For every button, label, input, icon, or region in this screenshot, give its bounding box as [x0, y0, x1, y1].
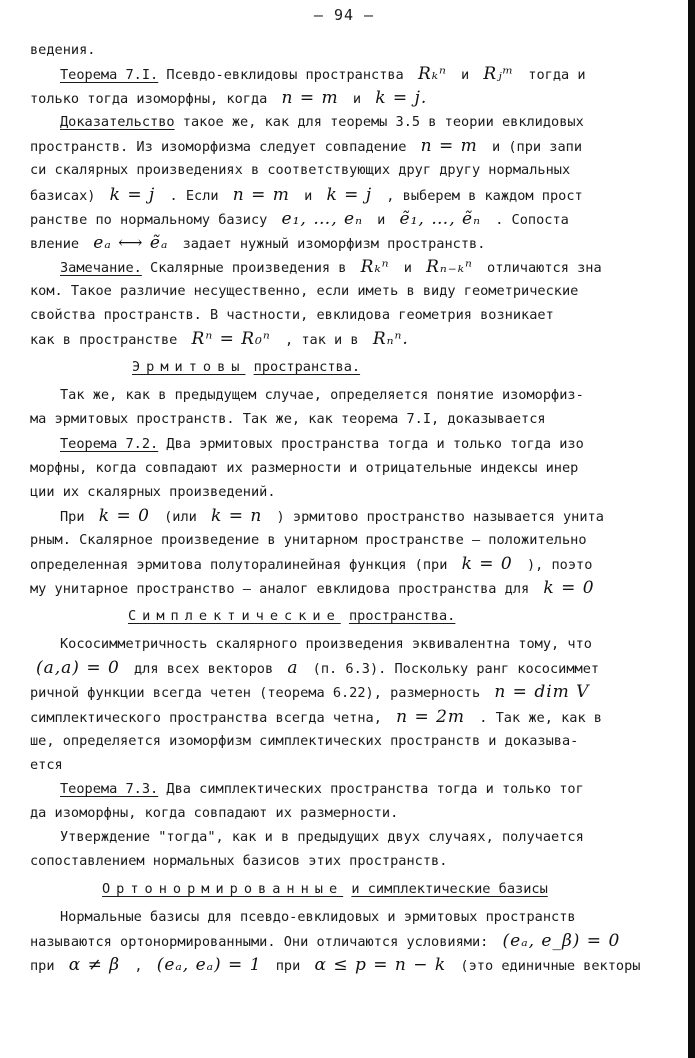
text: ), поэто [526, 556, 593, 573]
formula: e₁, …, eₙ [281, 208, 363, 229]
text: вление [30, 235, 80, 252]
text: , [134, 958, 143, 975]
text: При [60, 508, 85, 525]
formula: α ≠ β [68, 955, 121, 976]
text: и [304, 187, 313, 204]
text: отличаются зна [487, 259, 602, 276]
text: ше, определяется изоморфизм симплектических пространств и доказыва- [30, 732, 579, 749]
text-line [30, 183, 688, 207]
text: сопоставлением нормальных базисов этих пространств. [30, 853, 448, 870]
text: ции их скалярных произведений. [30, 483, 276, 500]
formula: k = j. [375, 88, 428, 109]
text: да изоморфны, когда совпадают их размерности. [30, 804, 399, 821]
text-line [30, 231, 688, 255]
text: морфны, когда совпадают их размерности и отрицательные индексы инер [30, 459, 579, 476]
page-number: – 94 – [313, 6, 375, 24]
text: Псевдо-евклидовы пространства [166, 67, 404, 84]
text: и [352, 91, 362, 108]
text: только тогда изоморфны, когда [30, 91, 268, 108]
text-line [30, 753, 688, 777]
text-line [30, 158, 688, 182]
text: ведения. [30, 42, 96, 58]
text-line [30, 953, 688, 977]
formula: k = 0 [543, 578, 595, 599]
theorem-label: Теорема 7.3. [60, 780, 159, 797]
text-line [30, 576, 688, 600]
text: Два симплектических пространства тогда и только тог [166, 780, 584, 797]
section-heading-bases [30, 877, 688, 901]
text-line [30, 62, 688, 86]
text: си скалярных произведениях в соответствующих друг другу нормальных [30, 162, 571, 179]
text: как в пространстве [30, 332, 178, 349]
formula: k = j [109, 184, 156, 205]
text-line [30, 632, 688, 656]
text-line [30, 383, 688, 407]
formula: a [287, 658, 299, 679]
text: (п. 6.3). Поскольку ранг кососиммет [312, 661, 600, 678]
text-line [30, 255, 688, 279]
heading-word: пространства. [348, 608, 456, 625]
text: рным. Скалярное произведение в унитарном пространстве – положительно [30, 531, 587, 548]
text: пространств. Из изоморфизма следует совпадение [30, 139, 407, 156]
text: , выберем в каждом прост [386, 187, 583, 204]
formula: (a,a) = 0 [36, 658, 120, 679]
formula: Rₖⁿ [417, 64, 447, 85]
text: тогда и [528, 67, 586, 84]
text-line [30, 929, 688, 953]
text-line [30, 134, 688, 158]
text: ется [30, 756, 63, 773]
text-line [30, 905, 688, 929]
text: и [377, 211, 386, 228]
formula: k = n [211, 505, 263, 526]
text-line [30, 729, 688, 753]
text-line [30, 327, 688, 351]
formula: Rⱼᵐ [483, 64, 515, 85]
text: и (при запи [491, 139, 583, 156]
text: . Сопоста [495, 211, 569, 228]
text-line [30, 303, 688, 327]
text-line [30, 656, 688, 680]
text: , так и в [284, 332, 359, 349]
theorem-label: Теорема 7.2. [60, 435, 159, 452]
formula: Rₙⁿ. [372, 329, 409, 350]
text: . Так же, как в [479, 709, 602, 726]
text: ричной функции всегда четен (теорема 6.22), размерность [30, 685, 481, 702]
formula: n = m [281, 88, 339, 109]
text-line [30, 432, 688, 456]
text: ма эрмитовых пространств. Так же, как теорема 7.I, доказывается [30, 411, 546, 428]
formula: Rⁿ = R₀ⁿ [191, 329, 271, 350]
formula: k = j [326, 184, 373, 205]
text: . Если [169, 187, 219, 204]
heading-word: Ортонормированные [102, 881, 344, 898]
text-line [30, 777, 688, 801]
text: ком. Такое различие несущественно, если иметь в виду геометрические [30, 282, 579, 299]
text-line [30, 552, 688, 576]
formula: (eₐ, e_β) = 0 [502, 931, 621, 952]
text-line [30, 279, 688, 303]
text: Кососимметричность скалярного произведения эквивалентна тому, что [60, 636, 592, 653]
section-heading-hermitian [30, 355, 688, 379]
formula: eₐ ⟷ ẽₐ [93, 232, 169, 253]
text-line [30, 456, 688, 480]
text: при [275, 958, 301, 975]
formula: n = 2m [396, 706, 466, 727]
text: и [403, 259, 412, 276]
text: определенная эрмитова полуторалинейная функция (при [30, 556, 448, 573]
text: симплектического пространства всегда четна, [30, 709, 382, 726]
formula: n = dim V [494, 682, 590, 703]
text-line [30, 38, 688, 62]
text: Два эрмитовых пространства тогда и только тогда изо [166, 435, 584, 452]
text: ) эрмитово пространство называется унита [276, 508, 604, 525]
formula: Rₙ₋ₖⁿ [426, 256, 473, 277]
formula: (eₐ, eₐ) = 1 [156, 955, 262, 976]
heading-word: пространства. [253, 359, 361, 376]
formula: n = m [420, 136, 478, 157]
text: при [30, 958, 55, 975]
text: му унитарное пространство – аналог евклидова пространства для [30, 581, 530, 598]
formula: Rₖⁿ [360, 256, 390, 277]
text: свойства пространств. В частности, евклидова геометрия возникает [30, 307, 554, 324]
text-line [30, 680, 688, 704]
text: Так же, как в предыдущем случае, определяется понятие изоморфиз- [60, 387, 584, 404]
formula: ẽ₁, …, ẽₙ [399, 208, 481, 229]
heading-word: Симплектические [128, 608, 341, 625]
text: Утверждение "тогда", как и в предыдущих двух случаях, получается [60, 829, 584, 845]
text-line [30, 528, 688, 552]
proof-label: Доказательство [60, 114, 175, 131]
theorem-label: Теорема 7.I. [60, 67, 159, 84]
heading-word: Эрмитовы [132, 359, 246, 376]
text-line [30, 504, 688, 528]
text: Нормальные базисы для псевдо-евклидовых и эрмитовых пространств [60, 909, 576, 926]
text: базисах) [30, 187, 96, 204]
text: (это единичные векторы [460, 958, 641, 975]
text-line [30, 801, 688, 825]
text-line [30, 86, 688, 110]
text: задает нужный изоморфизм пространств. [182, 235, 486, 252]
text: Скалярные произведения в [150, 259, 347, 276]
text: называются ортонормированными. Они отличаются условиями: [30, 934, 489, 951]
heading-word: и симплектические базисы [351, 881, 548, 898]
text-line [30, 849, 688, 873]
page-body [30, 38, 688, 978]
text-line [30, 705, 688, 729]
text: (или [164, 508, 197, 525]
text: и [461, 67, 470, 84]
formula: α ≤ p = n − k [314, 955, 447, 976]
text: для всех векторов [134, 661, 274, 678]
text: такое же, как для теоремы 3.5 в теории евклидовых [182, 114, 584, 131]
text-line [30, 480, 688, 504]
text: ранстве по нормальному базису [30, 211, 268, 228]
text-line [30, 407, 688, 431]
text-line [30, 110, 688, 134]
formula: k = 0 [461, 553, 513, 574]
section-heading-symplectic [30, 604, 688, 628]
formula: k = 0 [98, 505, 150, 526]
formula: n = m [232, 184, 290, 205]
scan-edge [688, 0, 695, 1058]
text-line [30, 207, 688, 231]
remark-label: Замечание. [60, 259, 142, 276]
text-line [30, 825, 688, 849]
